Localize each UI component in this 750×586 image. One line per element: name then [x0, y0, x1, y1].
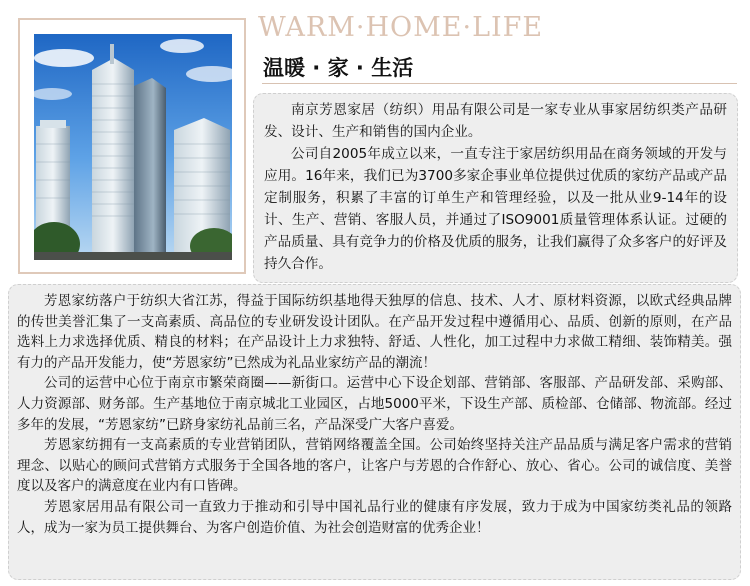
- intro-paragraph: 南京芳恩家居（纺织）用品有限公司是一家专业从事家居纺织类产品研发、设计、生产和销售的国内企业。: [264, 102, 727, 140]
- body-paragraph: 芳恩家纺拥有一支高素质的专业营销团队，营销网络覆盖全国。公司始终坚持关注产品品质与满足客户需求的营销理念、以贴心的顾问式营销方式服务于全国各地的客户，让客户与芳恩的合作舒心、放心、省心。公司的诚信度、美誉度以及客户的满意度在业内有口皆碑。: [17, 437, 732, 495]
- body-paragraph: 公司的运营中心位于南京市繁荣商圈——新街口。运营中心下设企划部、营销部、客服部、产品研发部、采购部、人力资源部、财务部。生产基地位于南京城北工业园区，占地5000平米，下设生产部、质检部、仓储部、物流部。经过多年的发展，“芳恩家纺”已跻身家纺礼品前三名，产品深受广大客户喜爱。: [17, 375, 732, 433]
- intro-text-box: [253, 93, 738, 283]
- english-slogan: WARM·HOME·LIFE: [258, 12, 544, 43]
- main-text-box: [8, 284, 741, 580]
- photo-frame: [18, 18, 246, 274]
- chinese-slogan: 温暖 · 家 · 生活: [263, 56, 414, 80]
- body-paragraph: 芳恩家纺落户于纺织大省江苏，得益于国际纺织基地得天独厚的信息、技术、人才、原材料资源，以欧式经典品牌的传世美誉汇集了一支高素质、高品位的专业研发设计团队。在产品开发过程中遵循用心、品质、创新的原则，在产品选料上力求选择优质、精良的材料；在产品设计上力求独特、舒适、人性化，加工过程中力求做工精细、装饰精美。强有力的产品开发能力，使“芳恩家纺”已然成为礼品业家纺产品的潮流！: [17, 293, 732, 371]
- body-paragraph: 芳恩家居用品有限公司一直致力于推动和引导中国礼品行业的健康有序发展，致力于成为中国家纺类礼品的领路人，成为一家为员工提供舞台、为客户创造价值、为社会创造财富的优秀企业！: [17, 498, 732, 536]
- title-divider: [262, 83, 737, 84]
- intro-paragraph: 公司自2005年成立以来，一直专注于家居纺织用品在商务领域的开发与应用。16年来，我们已为3700多家企事业单位提供过优质的家纺产品或产品定制服务，积累了丰富的订单生产和管理经验，以及一批从业9-14年的设计、生产、营销、客服人员，并通过了ISO9001质量管理体系认证。过硬的产品质量、具有竞争力的价格及优质的服务，让我们赢得了众多客户的好评及持久合作。: [264, 146, 727, 272]
- building-photo: [34, 34, 232, 260]
